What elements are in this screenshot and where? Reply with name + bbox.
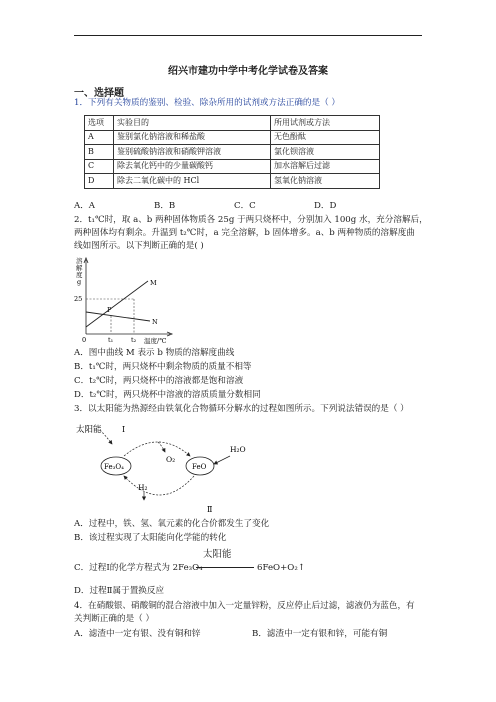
table-cell: D bbox=[85, 174, 114, 189]
label-m: M bbox=[150, 279, 157, 287]
q2-option-d: D．t₂℃时，两只烧杯中溶液的溶质质量分数相同 bbox=[74, 390, 261, 400]
q1-table bbox=[84, 115, 380, 189]
table-header-cell: 实验目的 bbox=[114, 116, 271, 131]
o2-arrow bbox=[158, 442, 165, 452]
table-row bbox=[85, 116, 380, 131]
y-tick-25: 25 bbox=[74, 295, 83, 303]
step-2-label: Ⅱ bbox=[207, 505, 213, 514]
table-cell: B bbox=[85, 145, 114, 160]
section-heading: 一、选择题 bbox=[74, 88, 124, 99]
page-title: 绍兴市建功中学中考化学试卷及答案 bbox=[168, 66, 328, 77]
node-feo-label: FeO bbox=[192, 463, 207, 471]
q4-option-b: B．滤渣中一定有银和锌，可能有铜 bbox=[252, 629, 388, 639]
q4-stem-line-2: 关判断正确的是（ ） bbox=[74, 614, 155, 624]
q2-stem-line-3: 线如图所示。以下判断正确的是( ) bbox=[74, 241, 204, 251]
sun-label: 太阳能 bbox=[76, 425, 102, 435]
q3-option-b: B．该过程实现了太阳能向化学能的转化 bbox=[74, 533, 227, 543]
table-cell: 除去氧化钙中的少量碳酸钙 bbox=[114, 159, 271, 174]
q4-option-a: A．滤渣中一定有银、没有铜和锌 bbox=[74, 629, 201, 639]
o2-label: O₂ bbox=[166, 455, 176, 464]
q1-choice-d: D．D bbox=[314, 201, 337, 211]
table-cell: 氢氧化钠溶液 bbox=[271, 174, 380, 189]
x-axis-label: 温度/℃ bbox=[144, 337, 167, 345]
q2-stem-line-1: 2．t₁℃时，取 a、b 两种固体物质各 25g 于两只烧杯中，分别加入 100g 水，充分溶解后， bbox=[74, 215, 428, 225]
table-header-cell: 选项 bbox=[85, 116, 114, 131]
q3-option-a: A．过程中，铁、氢、氧元素的化合价都发生了变化 bbox=[74, 519, 270, 529]
table-cell: 除去二氧化碳中的 HCl bbox=[114, 174, 271, 189]
q2-stem-line-2: 两种固体均有剩余。升温到 t₂℃时，a 完全溶解，b 固体增多。a、b 两种物质的溶解度曲 bbox=[74, 228, 415, 238]
h2o-arrow bbox=[214, 456, 230, 464]
q2-option-a: A．图中曲线 M 表示 b 物质的溶解度曲线 bbox=[74, 348, 235, 358]
y-label-char: 度 bbox=[76, 271, 83, 279]
step-1-label: Ⅰ bbox=[122, 425, 126, 434]
q1-choice-b: B．B bbox=[154, 201, 176, 211]
header-rule bbox=[74, 35, 422, 36]
q1-stem: 1．下列有关物质的鉴别、检验、除杂所用的试剂或方法正确的是（ ） bbox=[74, 98, 341, 108]
origin-label: 0 bbox=[82, 336, 87, 344]
solubility-graph bbox=[70, 254, 180, 346]
arc-lower bbox=[124, 476, 194, 495]
q3-stem: 3．以太阳能为热源经由铁氧化合物循环分解水的过程如图所示。下列说法错误的是（ ） bbox=[74, 404, 409, 414]
q2-option-c: C．t₂℃时，两只烧杯中的溶液都是饱和溶液 bbox=[74, 376, 244, 386]
iron-oxide-cycle-diagram bbox=[72, 418, 272, 516]
table-cell: 氯化钡溶液 bbox=[271, 145, 380, 160]
h2-label: H₂ bbox=[138, 483, 148, 492]
q3-option-c-condition: 太阳能 bbox=[203, 549, 232, 560]
h2o-label: H₂O bbox=[230, 445, 246, 454]
table-row bbox=[85, 159, 380, 174]
reaction-condition-line bbox=[196, 567, 254, 568]
label-p: P bbox=[107, 306, 112, 314]
table-cell: C bbox=[85, 159, 114, 174]
node-fe3o4-label: Fe₃O₄ bbox=[104, 463, 124, 471]
y-label-char: 溶 bbox=[76, 257, 83, 265]
table-cell: 鉴别硫酸钠溶液和硝酸钾溶液 bbox=[114, 145, 271, 160]
table-cell: A bbox=[85, 130, 114, 145]
q2-option-b: B．t₁℃时，两只烧杯中剩余物质的质量不相等 bbox=[74, 362, 252, 372]
x-tick-t1: t₁ bbox=[108, 336, 114, 344]
table-cell: 加水溶解后过滤 bbox=[271, 159, 380, 174]
table-cell: 无色酚酞 bbox=[271, 130, 380, 145]
table-header-cell: 所用试剂或方法 bbox=[271, 116, 380, 131]
x-tick-t2: t₂ bbox=[131, 336, 137, 344]
q4-stem-line-1: 4．在硝酸银、硝酸铜的混合溶液中加入一定量锌粉，反应停止后过滤，滤液仍为蓝色，有 bbox=[74, 601, 415, 611]
q3-option-c-prefix: C．过程Ⅰ的化学方程式为 2Fe₃O₄ bbox=[74, 563, 203, 573]
q3-option-d: D．过程Ⅱ属于置换反应 bbox=[74, 586, 165, 596]
y-label-char: 解 bbox=[76, 264, 83, 272]
q1-choice-a: A．A bbox=[74, 201, 96, 211]
q3-option-c-suffix: 6FeO+O₂↑ bbox=[257, 563, 305, 573]
table-row bbox=[85, 145, 380, 160]
sun-arrow bbox=[100, 430, 112, 444]
table-row bbox=[85, 130, 380, 145]
y-label-char: g bbox=[77, 278, 82, 286]
curve-m bbox=[86, 281, 148, 327]
label-n: N bbox=[152, 318, 158, 326]
q1-choice-c: C．C bbox=[234, 201, 256, 211]
arc-upper bbox=[124, 442, 190, 456]
table-cell: 鉴别氯化钠溶液和稀盐酸 bbox=[114, 130, 271, 145]
table-row bbox=[85, 174, 380, 189]
